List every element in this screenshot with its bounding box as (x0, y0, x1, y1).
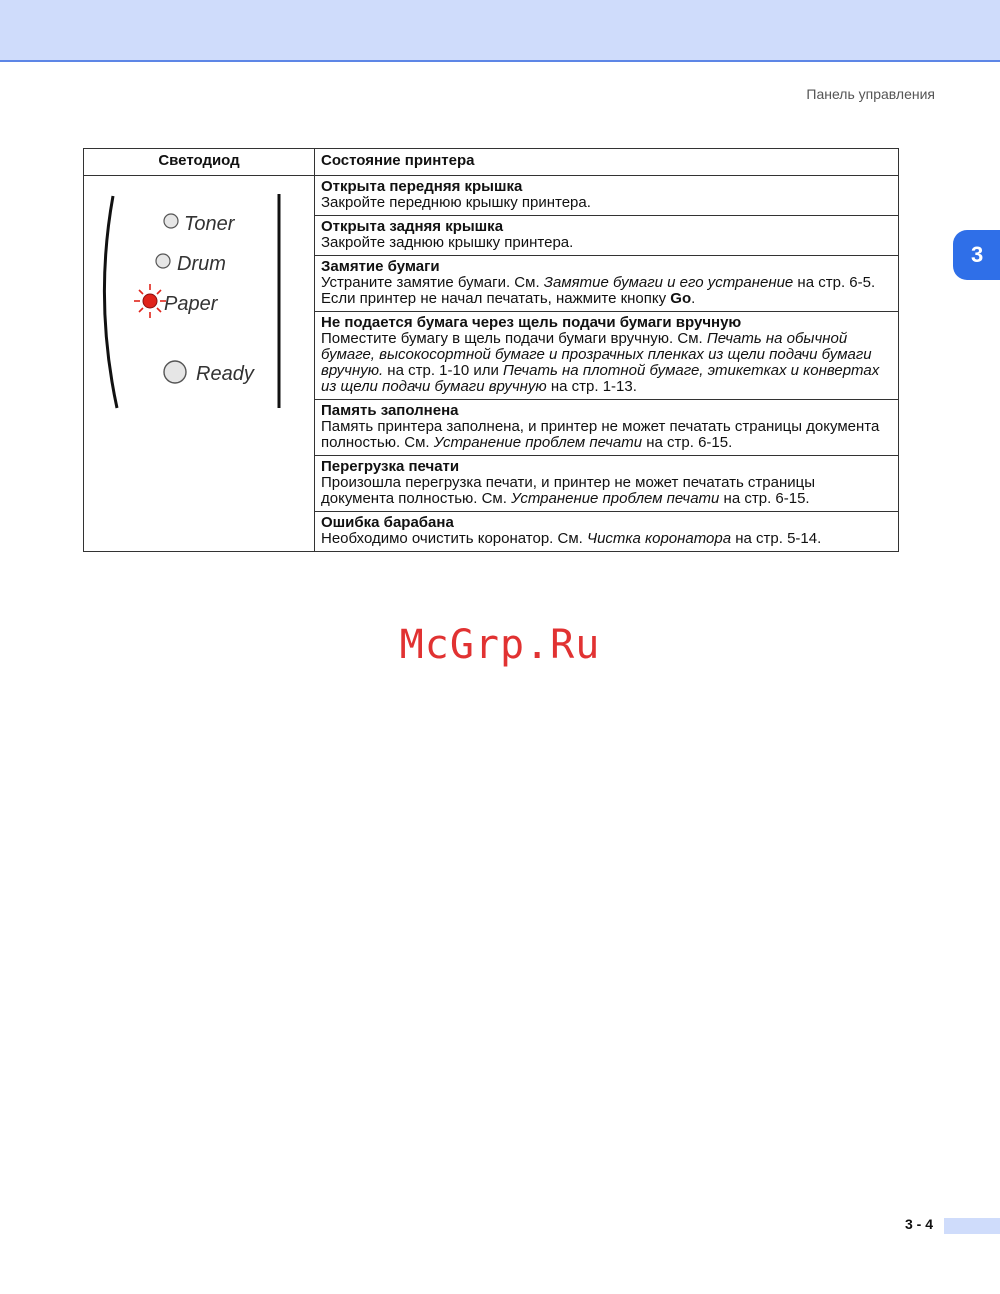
top-header-band (0, 0, 1000, 62)
led-panel-diagram (84, 176, 315, 552)
status-title: Не подается бумага через щель подачи бумаги вручную (321, 314, 742, 331)
status-cell (315, 176, 899, 216)
description-text: . (691, 290, 696, 307)
status-description (321, 331, 892, 395)
reference-link-text: Чистка коронатора (586, 530, 732, 547)
description-text: на стр. 6-15. (642, 434, 733, 451)
description-text: Закройте заднюю крышку принтера. (321, 234, 574, 251)
led-status-table (83, 148, 899, 552)
reference-link-text: Устранение проблем печати (433, 434, 643, 451)
description-text: Устраните замятие бумаги. См. (321, 274, 544, 291)
table-row (84, 176, 899, 216)
led-label-ready: Ready (196, 363, 254, 385)
status-cell (315, 312, 899, 400)
reference-link-text: Замятие бумаги и его устранение (543, 274, 794, 291)
description-text: Поместите бумагу в щель подачи бумаги вручную. См. (321, 330, 707, 347)
status-title: Память заполнена (321, 402, 459, 419)
status-description (321, 235, 892, 251)
footer-band (944, 1218, 1000, 1234)
status-cell (315, 216, 899, 256)
description-text: на стр. 1-13. (546, 378, 637, 395)
description-text: на стр. 6-5. Если принтер не начал печатать, нажмите кнопку (321, 274, 876, 307)
description-text: на стр. 1-10 или (383, 362, 504, 379)
description-text: Закройте переднюю крышку принтера. (321, 194, 591, 211)
description-text: Произошла перегрузка печати, и принтер не может печатать страницы документа полностью. См. (321, 474, 816, 507)
description-text: Необходимо очистить коронатор. См. (321, 530, 587, 547)
chapter-number: 3 (971, 242, 984, 267)
ready-led-icon (164, 361, 186, 383)
panel-left-bracket (104, 196, 117, 408)
status-cell (315, 400, 899, 456)
table-header-row (84, 149, 899, 176)
chapter-tab[interactable] (953, 230, 1000, 280)
watermark-text: McGrp.Ru (399, 622, 601, 668)
status-title: Ошибка барабана (321, 514, 454, 531)
column-header-status: Состояние принтера (315, 149, 899, 176)
status-description (321, 475, 892, 507)
reference-link-text: Печать на обычной бумаге, высокосортной бумаге и прозрачных пленках из щели подачи бумаги вручную. (321, 330, 872, 379)
led-panel-illustration (84, 176, 314, 426)
status-cell (315, 256, 899, 312)
status-description (321, 531, 892, 547)
paper-led-blinking-icon (134, 284, 166, 318)
drum-led-icon (156, 254, 170, 268)
status-cell (315, 456, 899, 512)
led-label-paper: Paper (164, 293, 218, 315)
toner-led-icon (164, 214, 178, 228)
led-label-toner: Toner (184, 213, 235, 235)
column-header-led: Светодиод (84, 149, 315, 176)
description-text: на стр. 6-15. (719, 490, 810, 507)
page-number: 3 - 4 (905, 1216, 934, 1232)
status-title: Открыта передняя крышка (321, 178, 523, 195)
status-description (321, 419, 892, 451)
section-title: Панель управления (806, 86, 935, 102)
description-text: Память принтера заполнена, и принтер не может печатать страницы документа полностью. См. (321, 418, 880, 451)
led-label-drum: Drum (177, 253, 226, 275)
status-description (321, 195, 892, 211)
status-title: Открыта задняя крышка (321, 218, 504, 235)
button-name-text: Go (670, 290, 692, 307)
status-title: Замятие бумаги (321, 258, 440, 275)
status-title: Перегрузка печати (321, 458, 460, 475)
description-text: на стр. 5-14. (731, 530, 822, 547)
reference-link-text: Устранение проблем печати (511, 490, 720, 507)
status-description (321, 275, 892, 307)
status-cell (315, 512, 899, 552)
reference-link-text: Печать на плотной бумаге, этикетках и конвертах из щели подачи бумаги вручную (321, 362, 880, 395)
